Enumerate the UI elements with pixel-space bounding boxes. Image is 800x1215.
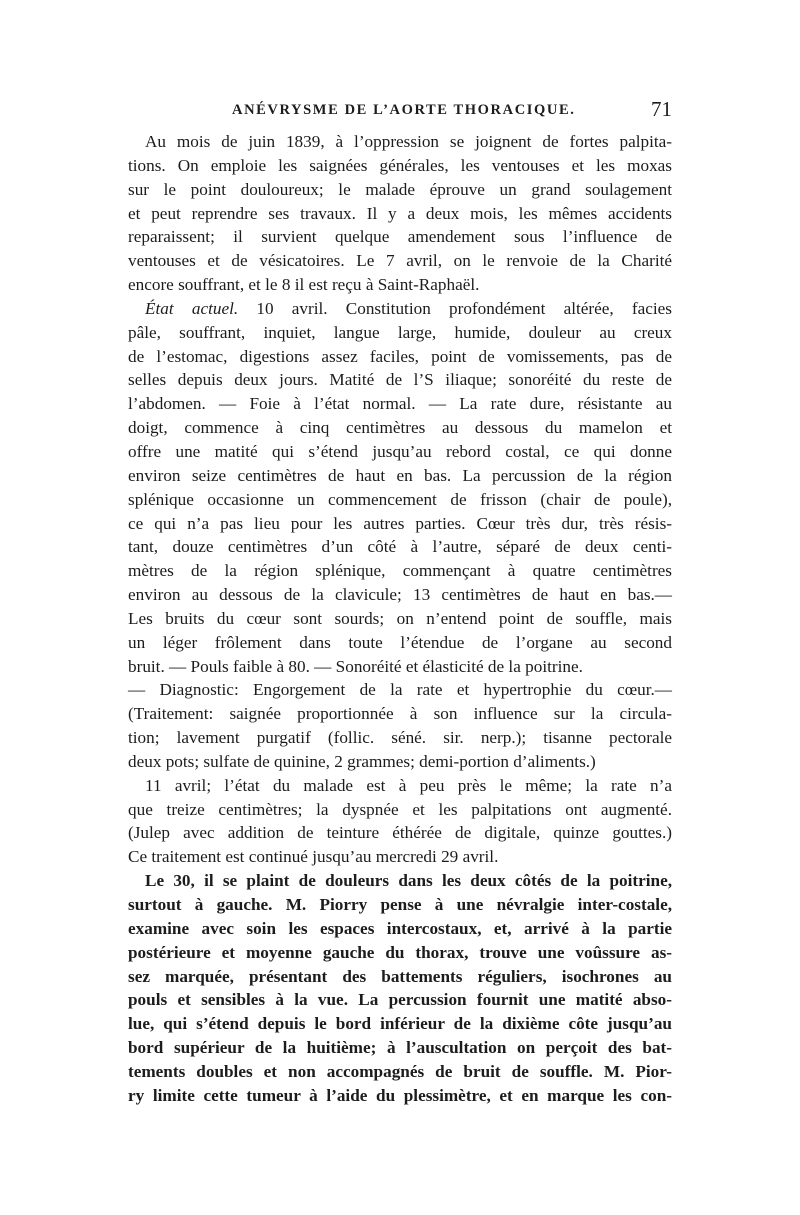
text-line: (Traitement: saignée proportionnée à son influence sur la circula- — [128, 704, 672, 724]
text-line: mètres de la région splénique, commençant à quatre centimètres — [128, 561, 672, 581]
text-line: de l’estomac, digestions assez faciles, point de vomissements, pas de — [128, 346, 672, 366]
text-line: bord supérieur de la huitième; à l’auscultation on perçoit des bat- — [128, 1038, 672, 1058]
text-line: Au mois de juin 1839, à l’oppression se joignent de fortes palpita- — [145, 132, 672, 151]
text-line: Ce traitement est continué jusqu’au mercredi 29 avril. — [128, 847, 499, 867]
page-number: 71 — [651, 97, 672, 121]
text-line: pâle, souffrant, inquiet, langue large, humide, douleur au creux — [128, 322, 672, 342]
text-line: environ au dessous de la clavicule; 13 centimètres de haut en bas.— — [128, 585, 672, 605]
paragraph-le-30 — [128, 869, 672, 1107]
text-line: Les bruits du cœur sont sourds; on n’entend point de souffle, mais — [128, 608, 672, 628]
paragraph-11-avril — [128, 774, 672, 869]
text-line: tion; lavement purgatif (follic. séné. sir. nerp.); tisanne pectorale — [128, 728, 672, 748]
text-line: sur le point douloureux; le malade éprouve un grand soulagement — [128, 179, 672, 199]
text-line: offre une matité qui s’étend jusqu’au rebord costal, ce qui donne — [128, 441, 672, 461]
text-line: selles depuis deux jours. Matité de l’S iliaque; sonoréité du reste de — [128, 370, 672, 390]
text-line: doigt, commence à cinq centimètres au dessous du mamelon et — [128, 418, 672, 438]
text-line: sez marquée, présentant des battements réguliers, isochrones au — [128, 966, 672, 986]
text-line: ry limite cette tumeur à l’aide du plessimètre, et en marque les con- — [128, 1085, 672, 1105]
text-line: Le 30, il se plaint de douleurs dans les deux côtés de la poitrine, — [145, 871, 672, 891]
text-line: 11 avril; l’état du malade est à peu près le même; la rate n’a — [145, 775, 672, 795]
text-line-content: 10 avril. Constitution profondément altérée, facies — [256, 298, 672, 318]
text-line: surtout à gauche. M. Piorry pense à une névralgie inter-costale, — [128, 895, 672, 914]
text-line: deux pots; sulfate de quinine, 2 grammes; demi-portion d’aliments.) — [128, 751, 596, 771]
text-line: postérieure et moyenne gauche du thorax, trouve une voûssure as- — [128, 942, 672, 962]
text-line: reparaissent; il survient quelque amendement sous l’influence de — [128, 227, 672, 247]
text-line: examine avec soin les espaces intercostaux, et, arrivé à la partie — [128, 918, 672, 938]
text-line: ventouses et de vésicatoires. Le 7 avril, on le renvoie de la Charité — [128, 251, 672, 271]
text-line: bruit. — Pouls faible à 80. — Sonoréité et élasticité de la poitrine. — [128, 656, 583, 676]
text-line: un léger frôlement dans toute l’étendue de l’organe au second — [128, 632, 672, 652]
text-line: tements doubles et non accompagnés de bruit de souffle. M. Pior- — [128, 1061, 672, 1081]
text-line: lue, qui s’étend depuis le bord inférieur de la dixième côte jusqu’au — [128, 1014, 672, 1034]
text-line: tant, douze centimètres d’un côté à l’autre, séparé de deux centi- — [128, 537, 672, 557]
text-line: ce qui n’a pas lieu pour les autres parties. Cœur très dur, très résis- — [128, 513, 672, 533]
paragraph-history — [128, 130, 672, 297]
running-head — [128, 97, 672, 124]
text-line: encore souffrant, et le 8 il est reçu à Saint-Raphaël. — [128, 275, 480, 295]
paragraph-etat-actuel — [128, 297, 672, 679]
book-page — [128, 97, 672, 1108]
text-line: tions. On emploie les saignées générales, les ventouses et les moxas — [128, 155, 672, 175]
text-line: et peut reprendre ses travaux. Il y a deux mois, les mêmes accidents — [128, 203, 672, 223]
section-label-etat-actuel: État actuel. — [145, 298, 239, 318]
text-line: splénique occasionne un commencement de frisson (chair de poule), — [128, 489, 672, 509]
text-line: pouls et sensibles à la vue. La percussion fournit une matité abso- — [128, 990, 672, 1010]
text-line — [128, 297, 672, 321]
text-line: que treize centimètres; la dyspnée et les palpitations ont augmenté. — [128, 799, 672, 819]
text-line: (Julep avec addition de teinture éthérée de digitale, quinze gouttes.) — [128, 823, 672, 843]
text-line: — Diagnostic: Engorgement de la rate et hypertrophie du cœur.— — [128, 680, 672, 700]
paragraph-diagnostic — [128, 678, 672, 773]
text-line: l’abdomen. — Foie à l’état normal. — La rate dure, résistante au — [128, 394, 672, 414]
text-line: environ seize centimètres de haut en bas. La percussion de la région — [128, 465, 672, 485]
running-title: ANÉVRYSME DE L’AORTE THORACIQUE. — [232, 102, 576, 118]
